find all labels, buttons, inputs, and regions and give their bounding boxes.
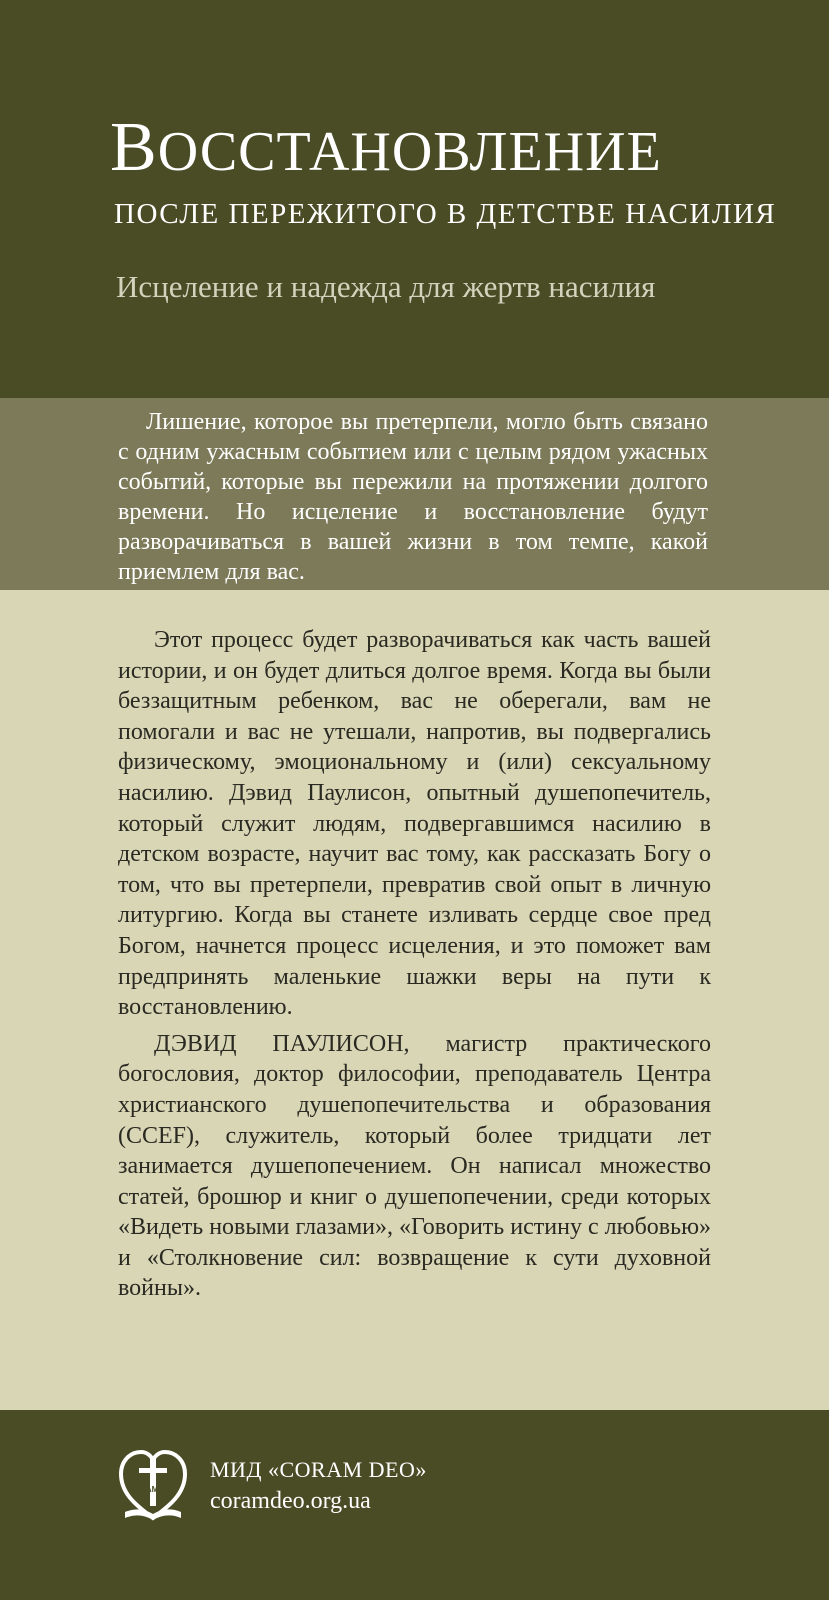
publisher-website[interactable]: coramdeo.org.ua: [210, 1488, 371, 1514]
book-tagline: Исцеление и надежда для жертв насилия: [116, 269, 656, 304]
heart-cross-book-icon: [117, 1448, 189, 1524]
book-subtitle: ПОСЛЕ ПЕРЕЖИТОГО В ДЕТСТВЕ НАСИЛИЯ: [114, 198, 777, 230]
publisher-name: МИД «CORAM DEO»: [210, 1457, 427, 1482]
description-block: [118, 625, 711, 1304]
book-title: ВОССТАНОВЛЕНИЕ: [110, 109, 662, 186]
excerpt-text: Лишение, которое вы претерпели, могло быть связано с одним ужасным событием или с целым рядом ужасных событий, которые вы пережили на протяжении долгого времени. Но исцеление и восстановление будут разворачиваться в вашей жизни в том темпе, какой приемлем для вас.: [118, 409, 708, 585]
logo-lettering: CORAM DEO: [128, 1485, 178, 1494]
description-paragraph: Этот процесс будет разворачиваться как часть вашей истории, и он будет длиться долгое время. Когда вы были беззащитным ребенком, вас не оберегали, вам не помогали и вас не утешали, напротив, вы подвергались физическому, эмоциональному и (или) сексуальному насилию. Дэвид Паулисон, опытный душепопечитель, который служит людям, подвергавшимся насилию в детском возрасте, научит вас тому, как рассказать Богу о том, что вы претерпели, превратив свой опыт в личную литургию. Когда вы станете изливать сердце свое пред Богом, начнется процесс исцеления, и это поможет вам предпринять маленькие шажки веры на пути к восстановлению.: [118, 627, 711, 1021]
author-bio-paragraph: ДЭВИД ПАУЛИСОН, магистр практического богословия, доктор философии, преподаватель Центра христианского душепопечительства и образования (CCEF), служитель, который более тридцати лет занимается душепопечением. Он написал множество статей, брошюр и книг о душепопечении, среди которых «Видеть новыми глазами», «Говорить истину с любовью» и «Столкновение сил: возвращение к сути духовной войны».: [118, 1030, 711, 1302]
